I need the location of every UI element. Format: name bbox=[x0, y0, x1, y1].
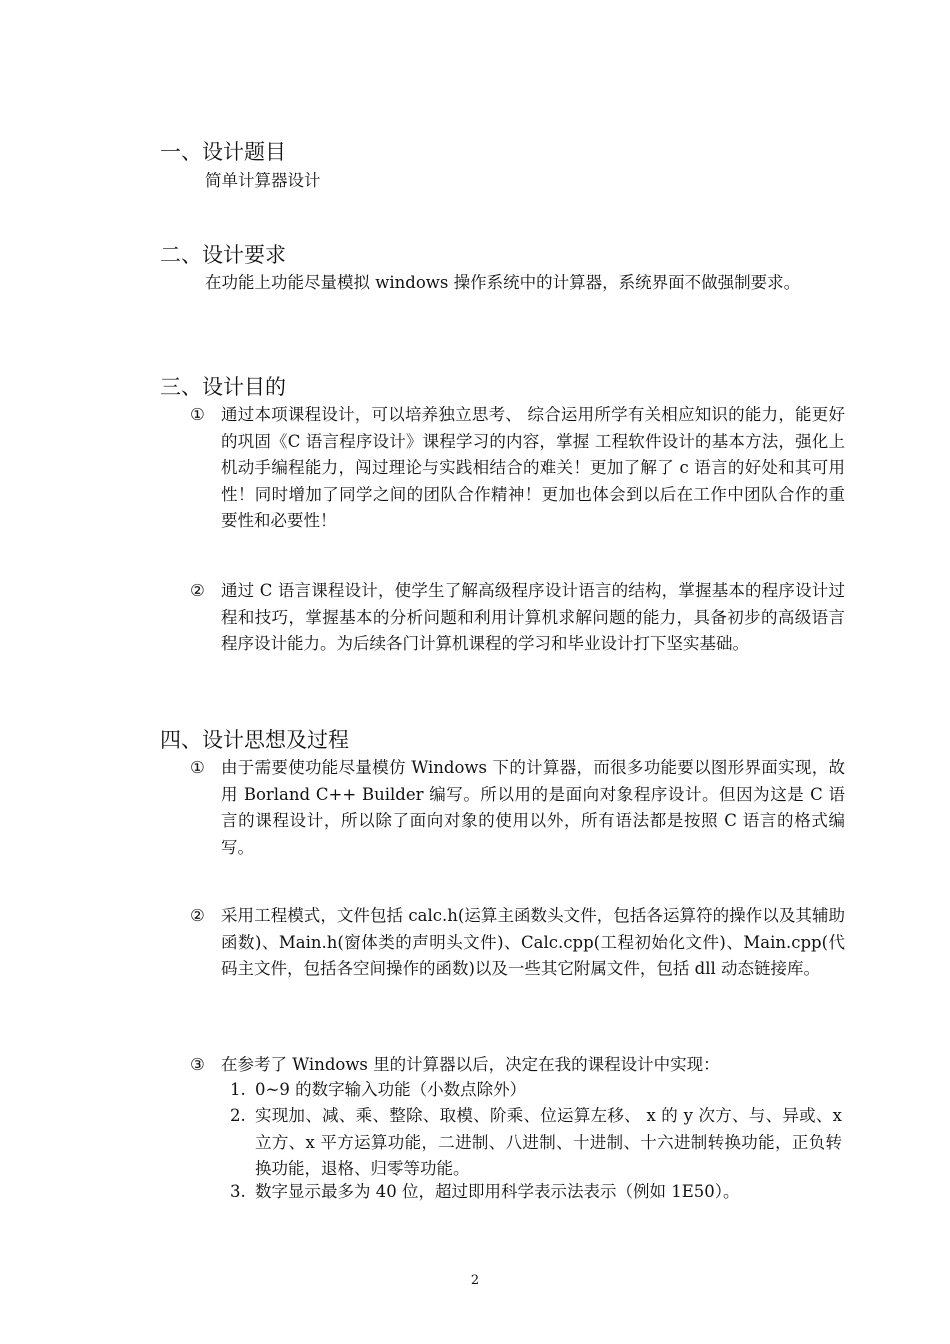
page-number: 2 bbox=[470, 1273, 480, 1288]
item-text: 在参考了 Windows 里的计算器以后，决定在我的课程设计中实现： bbox=[221, 1055, 720, 1074]
section-4-item-3 bbox=[190, 1052, 845, 1079]
item-marker: ① bbox=[190, 758, 205, 777]
item-marker: ③ bbox=[190, 1055, 205, 1074]
item-marker: ② bbox=[190, 906, 205, 925]
item-text: 由于需要使功能尽量模仿 Windows 下的计算器，而很多功能要以图形界面实现，故用 Borland C++ Builder 编写。所以用的是面向对象程序设计。但因为这是 C 语言的课程设计，所以除了面向对象的使用以外，所有语法都是按照 C 语言的格式编写。 bbox=[221, 758, 845, 857]
item-text: 采用工程模式，文件包括 calc.h(运算主函数头文件，包括各运算符的操作以及其辅助函数)、Main.h(窗体类的声明头文件)、Calc.cpp(工程初始化文件)、Main.cpp(代码主文件，包括各空间操作的函数)以及一些其它附属文件，包括 dll 动态链接库。 bbox=[221, 906, 845, 978]
section-4-item-2 bbox=[190, 903, 845, 983]
item-text: 通过本项课程设计，可以培养独立思考、 综合运用所学有关相应知识的能力，能更好的巩固《C 语言程序设计》课程学习的内容，掌握 工程软件设计的基本方法，强化上机动手编程能力，闯过理论与实践相结合的难关！更加了解了 c 语言的好处和其可用性！同时增加了同学之间的团队合作精神！更加也体会到以后在工作中团队合作的重要性和必要性！ bbox=[221, 405, 845, 530]
subitem-number: 3. bbox=[230, 1182, 246, 1201]
section-4-item-1 bbox=[190, 755, 845, 861]
subitem-text: 0~9 的数字输入功能（小数点除外） bbox=[255, 1080, 527, 1099]
subitem-number: 2. bbox=[230, 1106, 246, 1125]
item-marker: ① bbox=[190, 405, 205, 424]
section-3-item-1 bbox=[190, 402, 845, 535]
section-4-heading: 四、设计思想及过程 bbox=[160, 728, 349, 752]
section-4-subitem-1 bbox=[230, 1077, 842, 1104]
section-4-subitem-3 bbox=[230, 1179, 842, 1206]
section-4-subitem-2 bbox=[230, 1103, 842, 1183]
item-marker: ② bbox=[190, 581, 205, 600]
section-3-heading: 三、设计目的 bbox=[160, 375, 286, 399]
subitem-text: 实现加、减、乘、整除、取模、阶乘、位运算左移、 x 的 y 次方、与、异或、x 立方、x 平方运算功能，二进制、八进制、十进制、十六进制转换功能，正负转换功能，退格、归零等功能。 bbox=[255, 1106, 842, 1178]
section-2-paragraph: 在功能上功能尽量模拟 windows 操作系统中的计算器，系统界面不做强制要求。 bbox=[205, 273, 801, 292]
section-1-paragraph: 简单计算器设计 bbox=[205, 171, 321, 190]
section-1-heading: 一、设计题目 bbox=[160, 140, 286, 164]
section-2-heading: 二、设计要求 bbox=[160, 243, 286, 267]
item-text: 通过 C 语言课程设计，使学生了解高级程序设计语言的结构，掌握基本的程序设计过程和技巧，掌握基本的分析问题和利用计算机求解问题的能力，具备初步的高级语言程序设计能力。为后续各门计算机课程的学习和毕业设计打下坚实基础。 bbox=[221, 581, 845, 653]
subitem-number: 1. bbox=[230, 1080, 246, 1099]
section-3-item-2 bbox=[190, 578, 845, 658]
subitem-text: 数字显示最多为 40 位，超过即用科学表示法表示（例如 1E50）。 bbox=[255, 1182, 740, 1201]
